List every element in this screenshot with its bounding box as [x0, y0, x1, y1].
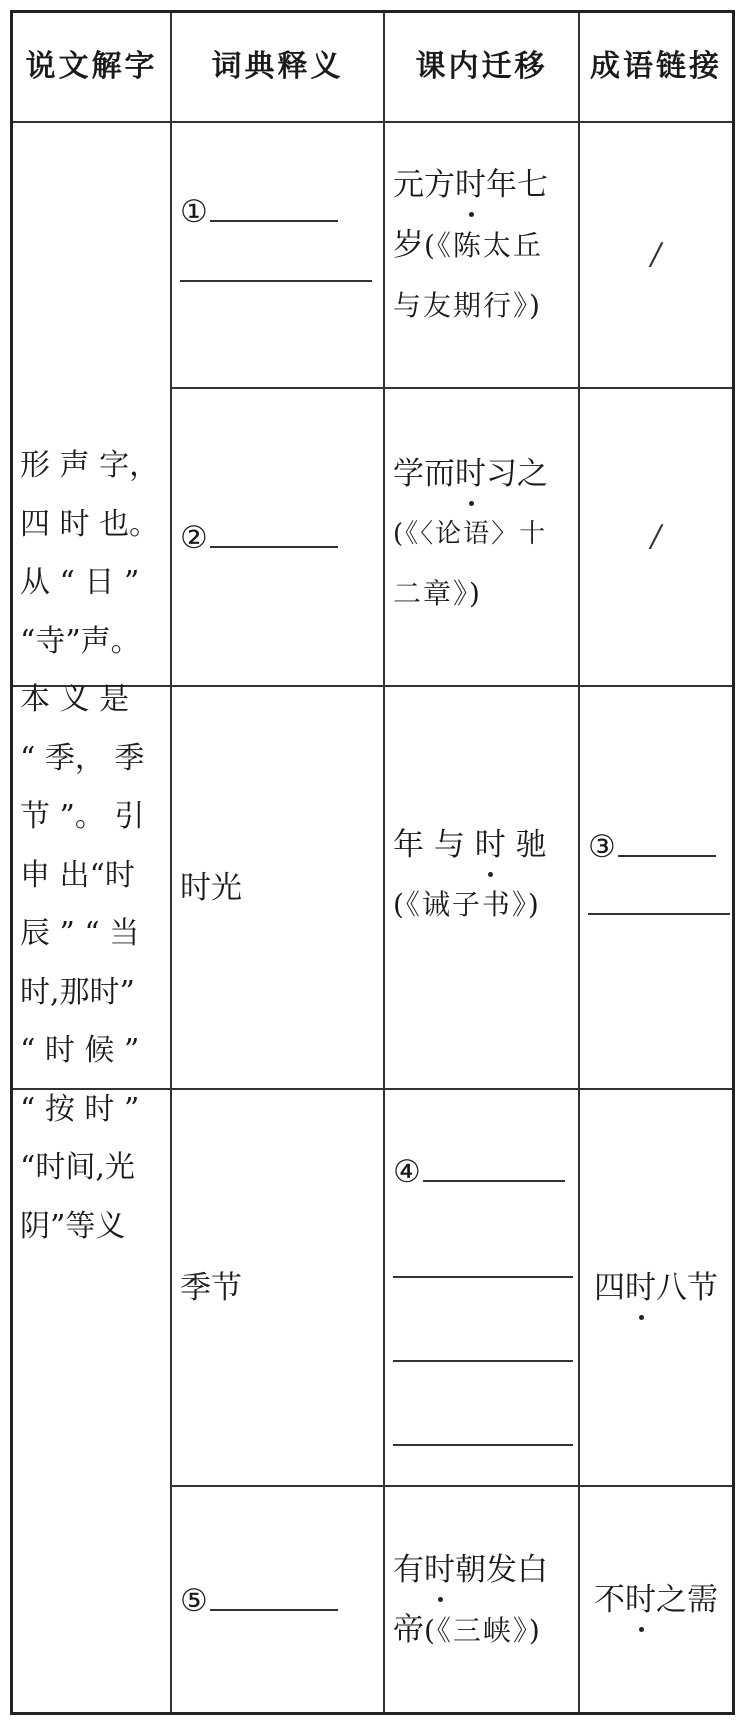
idiom-2-empty: / — [650, 519, 662, 554]
key-char: 时 — [625, 1258, 656, 1318]
origin-line: 形 声 字， — [20, 448, 160, 483]
answer-blank-4-line2[interactable] — [393, 1244, 573, 1278]
origin-line: “ 时 候 ” — [20, 1033, 140, 1068]
origin-line: “时间,光 — [20, 1150, 135, 1185]
meaning-2 — [180, 389, 375, 685]
col-divider-1 — [170, 13, 172, 1712]
circled-number-1: ① — [180, 194, 208, 230]
origin-line: 本 义 是 — [20, 682, 130, 717]
answer-blank-5[interactable] — [210, 1569, 338, 1611]
answer-blank-3[interactable] — [618, 815, 716, 857]
idiom-4: 四时八节 — [580, 1090, 732, 1485]
example-2: 学而时习之 (《〈论语〉十 二章》) — [393, 444, 573, 624]
source-text: (《诫子书》) — [393, 888, 541, 921]
meaning-4: 季节 — [180, 1269, 242, 1306]
meaning-1 — [180, 180, 375, 282]
col-divider-2 — [383, 13, 385, 1712]
answer-blank-2[interactable] — [210, 506, 338, 548]
origin-line: “ 季， 季 — [20, 740, 145, 776]
origin-line: 四 时 也。 — [20, 506, 160, 542]
origin-line: 时,那时” — [20, 974, 135, 1010]
answer-blank-1[interactable] — [210, 180, 338, 222]
key-char: 时 — [475, 815, 506, 875]
origin-line: “寺”声。 — [20, 623, 141, 659]
header-chengyu: 成语链接 — [590, 49, 722, 84]
origin-line: 申 出“时 — [20, 857, 135, 893]
meaning-3: 时光 — [180, 869, 242, 906]
answer-blank-4-line4[interactable] — [393, 1412, 573, 1446]
circled-number-2: ② — [180, 520, 208, 556]
idiom-5: 不时之需 — [580, 1487, 732, 1712]
idiom-3 — [588, 815, 730, 915]
origin-line: “ 按 时 ” — [20, 1091, 140, 1127]
source-text: 与友期行》) — [393, 289, 542, 322]
header-cidian: 词典释义 — [211, 49, 344, 84]
answer-blank-3-line2[interactable] — [588, 881, 730, 915]
source-text: (《三峡》) — [424, 1614, 542, 1647]
meaning-5 — [180, 1487, 375, 1712]
source-text: (《陈太丘 — [424, 229, 543, 262]
origin-line: 节 ”。 引 — [20, 799, 145, 834]
header-kenei: 课内迁移 — [415, 49, 548, 84]
example-5: 有时朝发白 帝(《三峡》) — [393, 1540, 573, 1661]
source-text: 二章》) — [393, 577, 482, 610]
example-4 — [393, 1140, 573, 1446]
origin-explanation — [20, 437, 170, 1256]
answer-blank-4[interactable] — [423, 1140, 565, 1182]
origin-line: 从 “ 日 ” — [20, 565, 140, 600]
answer-blank-4-line3[interactable] — [393, 1328, 573, 1362]
key-char: 时 — [625, 1570, 656, 1630]
idiom-1-empty: / — [650, 237, 662, 272]
source-text: (《〈论语〉十 — [393, 519, 548, 549]
key-char: 时 — [455, 444, 486, 504]
key-char: 时 — [424, 1540, 455, 1600]
example-3: 年 与 时 驰 (《诫子书》) — [393, 815, 573, 935]
circled-number-4: ④ — [393, 1154, 421, 1190]
circled-number-5: ⑤ — [180, 1582, 208, 1619]
origin-line: 辰 ” “ 当 — [20, 916, 140, 951]
answer-blank-1-line2[interactable] — [180, 248, 372, 282]
key-char: 时 — [455, 155, 486, 215]
origin-line: 阴”等义 — [20, 1208, 126, 1244]
header-shuowen: 说文解字 — [25, 49, 158, 84]
example-1: 元方时年七 岁(《陈太丘 与友期行》) — [393, 155, 573, 336]
circled-number-3: ③ — [588, 829, 616, 865]
